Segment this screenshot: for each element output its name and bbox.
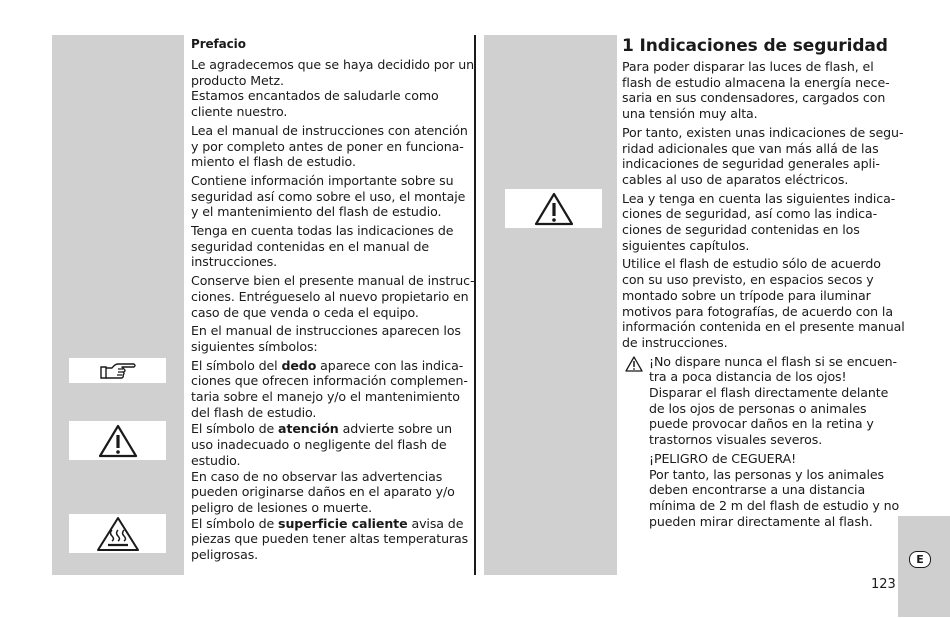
warning-triangle-icon	[98, 424, 138, 458]
finger-symbol-box	[69, 358, 166, 383]
warning-triangle-icon	[534, 192, 574, 226]
eye-warning-block	[622, 353, 900, 530]
warning-triangle-icon	[625, 356, 643, 376]
hot-surface-symbol-box	[69, 514, 166, 553]
preface-paragraph-1: Le agradecemos que se haya decidido por un producto Metz. Estamos encantados de saludarle como cliente nuestro.	[191, 57, 475, 120]
pointing-finger-icon	[98, 361, 138, 381]
preface-heading: Prefacio	[191, 37, 246, 51]
left-grey-sidebar	[52, 35, 184, 575]
safety-paragraph-2: Por tanto, existen unas indicaciones de segu- ridad adicionales que van más allá de las indicaciones de seguridad generales apli- cables al uso de aparatos eléctricos.	[622, 124, 904, 187]
preface-paragraph-5: Conserve bien el presente manual de instruc- ciones. Entrégueselo al nuevo propietario en caso de que venda o ceda el equipo.	[191, 273, 475, 320]
center-divider	[474, 35, 476, 575]
language-badge: E	[909, 551, 931, 568]
section-title: 1 Indicaciones de seguridad	[622, 36, 888, 56]
page-number: 123	[871, 577, 896, 592]
preface-paragraph-6: En el manual de instrucciones aparecen los siguientes símbolos:	[191, 323, 461, 354]
safety-paragraph-4: Utilice el flash de estudio sólo de acuerdo con su uso previsto, en espacios secos y montado sobre un trípode para iluminar motivos para fotografías, de acuerdo con la información contenida en el presente manual de instrucciones.	[622, 256, 905, 350]
right-grey-sidebar	[484, 35, 617, 575]
attention-symbol-description: El símbolo de atención advierte sobre un uso inadecuado o negligente del flash de estudio. En caso de no observar las advertencias pueden originarse daños en el aparato y/o peligro de lesiones o muerte.	[191, 421, 455, 515]
preface-paragraph-4: Tenga en cuenta todas las indicaciones de seguridad contenidas en el manual de instrucciones.	[191, 223, 454, 270]
safety-paragraph-3: Lea y tenga en cuenta las siguientes indica- ciones de seguridad, así como las indica- ciones de seguridad contenidas en los siguientes capítulos.	[622, 190, 896, 253]
hot-surface-symbol-description: El símbolo de superficie caliente avisa de piezas que pueden tener altas temperaturas peligrosas.	[191, 515, 469, 563]
preface-paragraph-3: Contiene información importante sobre su seguridad así como sobre el uso, el montaje y el mantenimiento del flash de estudio.	[191, 172, 466, 220]
preface-paragraph-2: Lea el manual de instrucciones con atención y por completo antes de poner en funciona- miento el flash de estudio.	[191, 122, 468, 170]
hot-surface-icon	[96, 516, 140, 552]
right-column	[622, 36, 905, 532]
left-column	[191, 37, 475, 566]
finger-symbol-description: El símbolo del dedo aparece con las indica- ciones que ofrecen información complemen- taria sobre el manejo y/o el mantenimiento del flash de estudio.	[191, 357, 468, 420]
safety-warning-symbol-box	[505, 189, 602, 228]
safety-paragraph-1: Para poder disparar las luces de flash, el flash de estudio almacena la energía nece- saria en sus condensadores, cargados con una tensión muy alta.	[622, 59, 890, 122]
blindness-danger-text: ¡PELIGRO de CEGUERA! Por tanto, las personas y los animales deben encontrarse a una distancia mínima de 2 m del flash de estudio y no pueden mirar directamente al flash.	[649, 450, 900, 529]
eye-warning-text: ¡No dispare nunca el flash si se encuen- tra a poca distancia de los ojos! Disparar el flash directamente delante de los ojos de personas o animales puede provocar daños en la retina y trastornos visuales severos.	[649, 353, 897, 448]
attention-symbol-box	[69, 421, 166, 460]
